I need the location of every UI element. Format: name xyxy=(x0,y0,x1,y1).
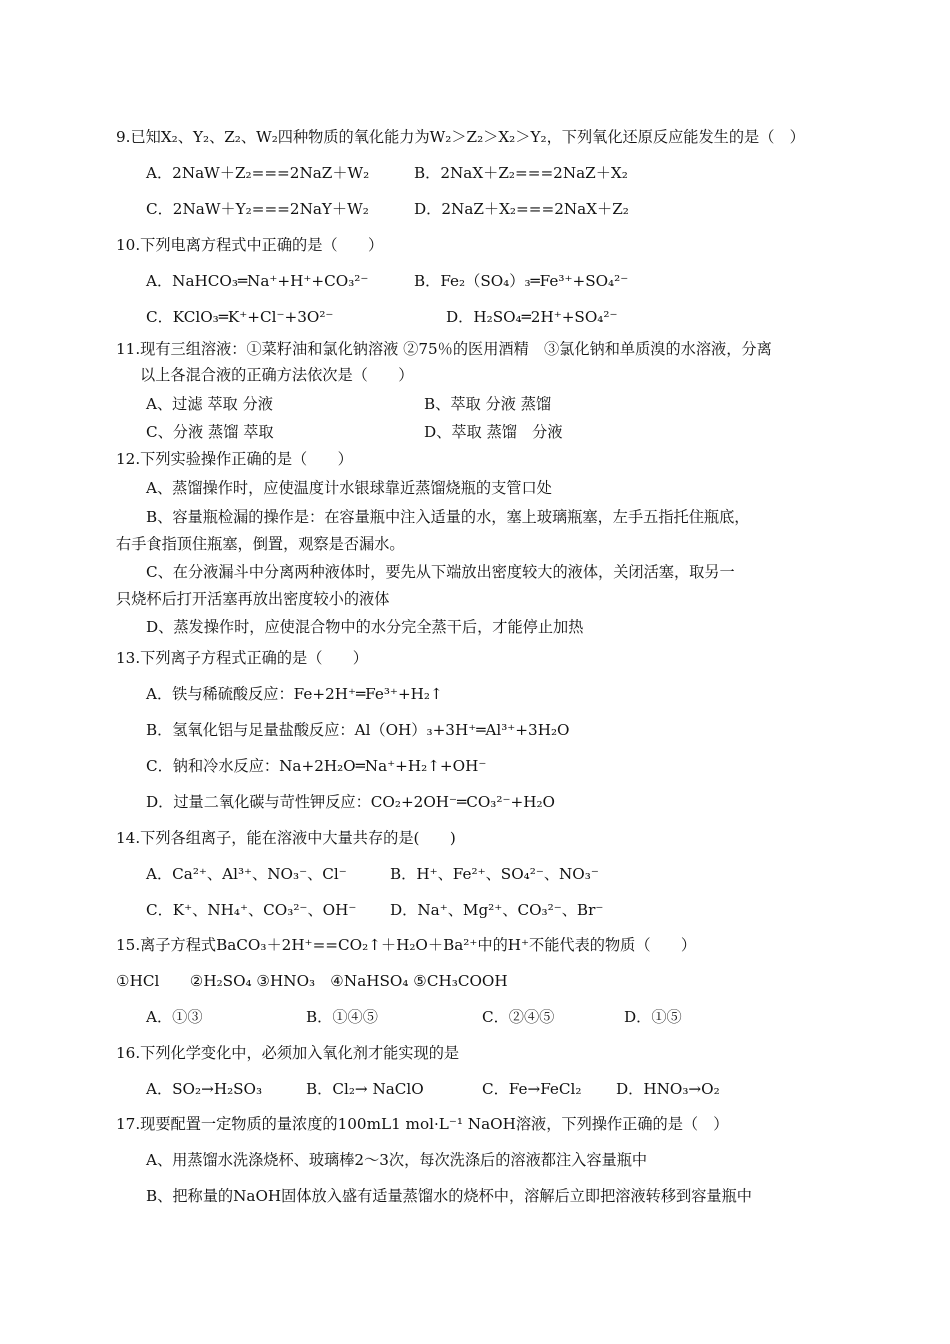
q15-option-b: B．①④⑤ xyxy=(306,1008,378,1026)
q9-option-a: A．2NaW＋Z₂===2NaZ＋W₂ xyxy=(146,164,370,182)
q10-option-a: A．NaHCO₃═Na⁺+H⁺+CO₃²⁻ xyxy=(146,272,369,290)
q13-option-a: A．铁与稀硫酸反应：Fe+2H⁺═Fe³⁺+H₂↑ xyxy=(146,685,443,703)
q12-option-c-cont: 只烧杯后打开活塞再放出密度较小的液体 xyxy=(116,590,390,608)
q10-option-c: C．KClO₃═K⁺+Cl⁻+3O²⁻ xyxy=(146,308,334,326)
q13-stem: 13.下列离子方程式正确的是（ ） xyxy=(116,649,368,667)
q15-option-d: D．①⑤ xyxy=(624,1008,682,1026)
q16-option-a: A．SO₂→H₂SO₃ xyxy=(146,1080,263,1098)
q17-option-a: A、用蒸馏水洗涤烧杯、玻璃棒2～3次，每次洗涤后的溶液都注入容量瓶中 xyxy=(146,1151,648,1169)
q15-substance-list: ①HCl ②H₂SO₄ ③HNO₃ ④NaHSO₄ ⑤CH₃COOH xyxy=(116,972,508,990)
q11-option-c: C、分液 蒸馏 萃取 xyxy=(146,423,274,441)
q14-option-a: A．Ca²⁺、Al³⁺、NO₃⁻、Cl⁻ xyxy=(146,865,347,883)
q16-option-b: B．Cl₂→ NaClO xyxy=(306,1080,424,1098)
q10-stem: 10.下列电离方程式中正确的是（ ） xyxy=(116,236,384,254)
q12-option-b-cont: 右手食指顶住瓶塞，倒置，观察是否漏水。 xyxy=(116,535,405,553)
q17-option-b: B、把称量的NaOH固体放入盛有适量蒸馏水的烧杯中，溶解后立即把溶液转移到容量瓶中 xyxy=(146,1187,752,1205)
q16-option-d: D．HNO₃→O₂ xyxy=(616,1080,720,1098)
q16-stem: 16.下列化学变化中，必须加入氧化剂才能实现的是 xyxy=(116,1044,460,1062)
q9-option-c: C．2NaW＋Y₂===2NaY＋W₂ xyxy=(146,200,369,218)
q15-option-c: C．②④⑤ xyxy=(482,1008,555,1026)
q17-stem: 17.现要配置一定物质的量浓度的100mL1 mol·L⁻¹ NaOH溶液，下列操作正确的是（ ） xyxy=(116,1115,729,1133)
q10-option-d: D．H₂SO₄═2H⁺+SO₄²⁻ xyxy=(446,308,618,326)
q11-stem: 11.现有三组溶液：①菜籽油和氯化钠溶液 ②75％的医用酒精 ③氯化钠和单质溴的水溶液，分离 xyxy=(116,340,772,358)
q10-option-b: B．Fe₂（SO₄）₃═Fe³⁺+SO₄²⁻ xyxy=(414,272,629,290)
q12-option-a: A、蒸馏操作时，应使温度计水银球靠近蒸馏烧瓶的支管口处 xyxy=(146,479,552,497)
q13-option-b: B．氢氧化铝与足量盐酸反应：Al（OH）₃+3H⁺═Al³⁺+3H₂O xyxy=(146,721,570,739)
q14-option-d: D．Na⁺、Mg²⁺、CO₃²⁻、Br⁻ xyxy=(390,901,604,919)
q9-stem: 9.已知X₂、Y₂、Z₂、W₂四种物质的氧化能力为W₂＞Z₂＞X₂＞Y₂，下列氧化还原反应能发生的是（ ） xyxy=(116,128,805,146)
q12-option-d: D、蒸发操作时，应使混合物中的水分完全蒸干后，才能停止加热 xyxy=(146,618,584,636)
q12-option-b: B、容量瓶检漏的操作是：在容量瓶中注入适量的水，塞上玻璃瓶塞，左手五指托住瓶底， xyxy=(146,508,750,526)
q11-option-b: B、萃取 分液 蒸馏 xyxy=(424,395,552,413)
q11-option-a: A、过滤 萃取 分液 xyxy=(146,395,273,413)
q14-option-c: C．K⁺、NH₄⁺、CO₃²⁻、OH⁻ xyxy=(146,901,357,919)
q12-stem: 12.下列实验操作正确的是（ ） xyxy=(116,450,353,468)
q13-option-c: C．钠和冷水反应：Na+2H₂O═Na⁺+H₂↑+OH⁻ xyxy=(146,757,487,775)
q13-option-d: D．过量二氧化碳与苛性钾反应：CO₂+2OH⁻═CO₃²⁻+H₂O xyxy=(146,793,555,811)
q11-option-d: D、萃取 蒸馏 分液 xyxy=(424,423,563,441)
q12-option-c: C、在分液漏斗中分离两种液体时，要先从下端放出密度较大的液体，关闭活塞，取另一 xyxy=(146,563,735,581)
q16-option-c: C．Fe→FeCl₂ xyxy=(482,1080,582,1098)
q14-option-b: B．H⁺、Fe²⁺、SO₄²⁻、NO₃⁻ xyxy=(390,865,599,883)
q11-stem-cont: 以上各混合液的正确方法依次是（ ） xyxy=(140,366,414,384)
q15-option-a: A．①③ xyxy=(146,1008,203,1026)
q9-option-b: B．2NaX＋Z₂===2NaZ＋X₂ xyxy=(414,164,628,182)
q15-stem: 15.离子方程式BaCO₃＋2H⁺==CO₂↑＋H₂O＋Ba²⁺中的H⁺不能代表的物质（ ） xyxy=(116,936,697,954)
q14-stem: 14.下列各组离子，能在溶液中大量共存的是( ) xyxy=(116,829,456,847)
q9-option-d: D．2NaZ＋X₂===2NaX＋Z₂ xyxy=(414,200,629,218)
